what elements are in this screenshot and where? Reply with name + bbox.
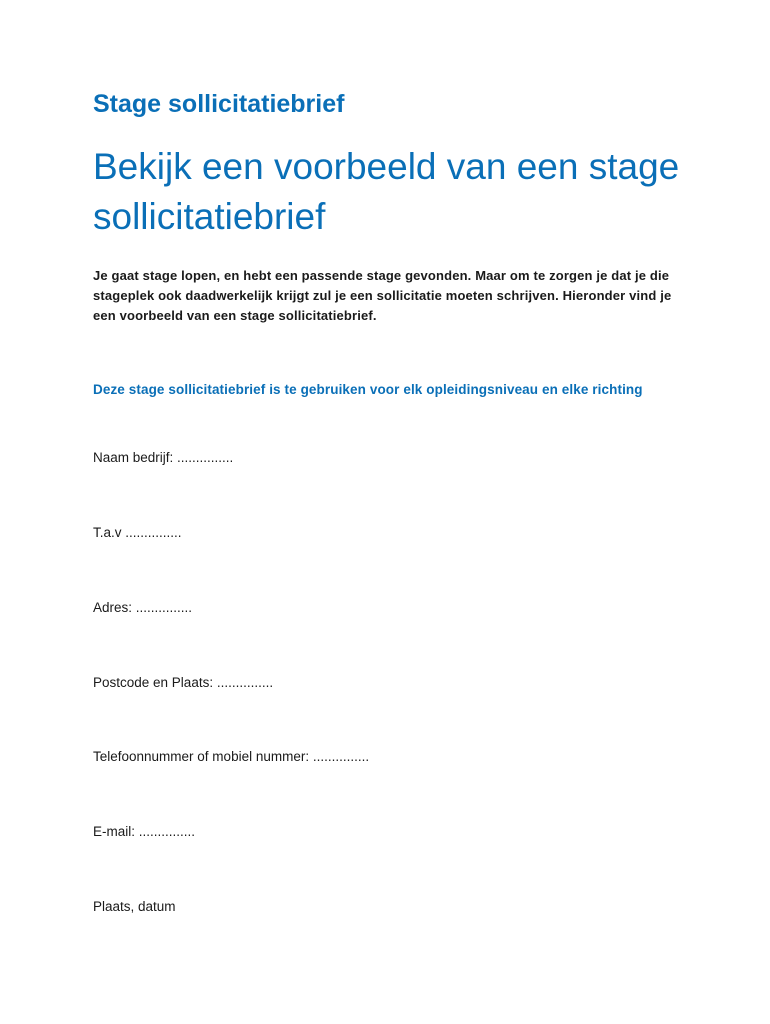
company-name-field: Naam bedrijf: ...............	[93, 450, 234, 465]
intro-paragraph: Je gaat stage lopen, en hebt een passende stage gevonden. Maar om te zorgen je dat je die stageplek ook daadwerkelijk krijgt zul je een sollicitatie moeten schrijven. Hieronder vind je een voorbeeld van een stage sollicitatiebrief.	[93, 268, 672, 323]
document-title: Stage sollicitatiebrief	[93, 90, 345, 118]
document-headline: Bekijk een voorbeeld van een stage sollicitatiebrief	[93, 146, 680, 237]
postal-city-field: Postcode en Plaats: ...............	[93, 675, 274, 690]
place-date-field: Plaats, datum	[93, 899, 176, 914]
address-field: Adres: ...............	[93, 600, 193, 615]
attention-field: T.a.v ...............	[93, 525, 182, 540]
email-field: E-mail: ...............	[93, 824, 196, 839]
subheading: Deze stage sollicitatiebrief is te gebruiken voor elk opleidingsniveau en elke richting	[93, 382, 643, 397]
phone-field: Telefoonnummer of mobiel nummer: ...............	[93, 749, 370, 764]
